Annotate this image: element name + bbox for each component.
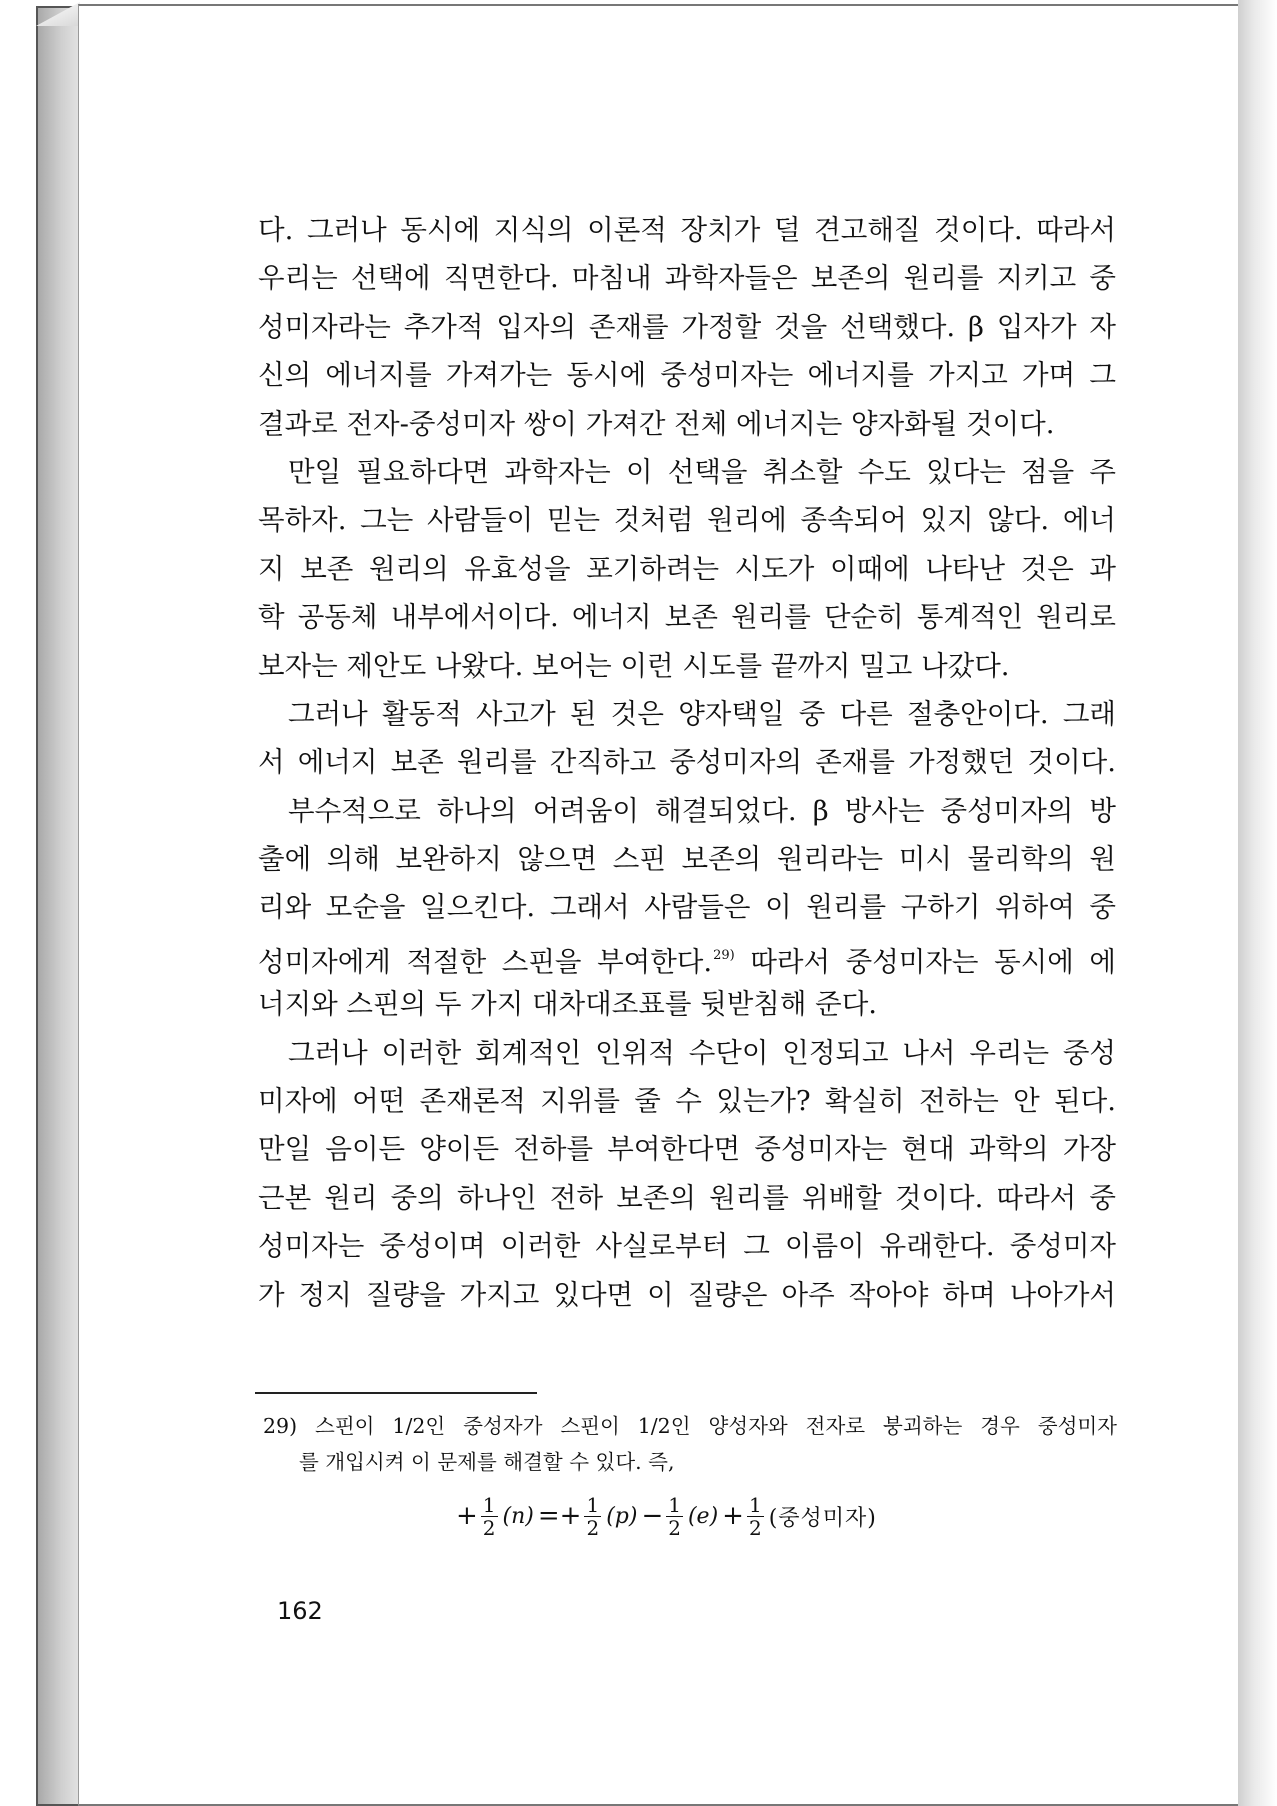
text-line: 부수적으로 하나의 어려움이 해결되었다. β 방사는 중성미자의 방: [288, 794, 1116, 827]
text-line: 성미자는 중성이며 이러한 사실로부터 그 이름이 유래한다. 중성미자: [258, 1230, 1116, 1263]
text-line: 다. 그러나 동시에 지식의 이론적 장치가 덜 견고해질 것이다. 따라서: [258, 214, 1116, 246]
text-line: 너지와 스핀의 두 가지 대차대조표를 뒷받침해 준다.: [258, 988, 878, 1021]
text-line: 출에 의해 보완하지 않으면 스핀 보존의 원리라는 미시 물리학의 원: [258, 843, 1116, 876]
footnote-line: 29) 스핀이 1/2인 중성자가 스핀이 1/2인 양성자와 전자로 붕괴하는 경우 중성미자: [263, 1414, 1117, 1438]
fraction-numerator: 1: [668, 1492, 681, 1517]
particle-label: (e): [687, 1503, 719, 1529]
formula-sign: −: [641, 1501, 664, 1531]
fraction-numerator: 1: [586, 1492, 600, 1517]
text-line-with-footnote: [258, 932, 1116, 980]
page-number: 162: [277, 1597, 323, 1625]
text-line: 미자에 어떤 존재론적 지위를 줄 수 있는가? 확실히 전하는 안 된다.: [258, 1085, 1116, 1118]
page-edge-shadow: [1238, 0, 1277, 1806]
text-line: 그러나 활동적 사고가 된 것은 양자택일 중 다른 절충안이다. 그래: [288, 697, 1116, 730]
text-line: 보자는 제안도 나왔다. 보어는 이런 시도를 끝까지 밀고 나갔다.: [258, 649, 1010, 682]
book-spine: [36, 6, 80, 1806]
fraction-denominator: 2: [482, 1515, 496, 1540]
formula-sign: =+: [537, 1501, 582, 1531]
fraction: [481, 1494, 498, 1539]
text-line: 가 정지 질량을 가지고 있다면 이 질량은 아주 작아야 하며 나아가서: [258, 1278, 1116, 1311]
fraction: [584, 1494, 601, 1539]
particle-label: (n): [502, 1503, 534, 1529]
fraction: [747, 1494, 764, 1539]
footnote-reference[interactable]: 29): [713, 947, 735, 963]
formula-sign: +: [456, 1501, 478, 1531]
fraction-numerator: 1: [482, 1492, 496, 1517]
fraction: [666, 1494, 683, 1539]
text-line: 성미자라는 추가적 입자의 존재를 가정할 것을 선택했다. β 입자가 자: [258, 310, 1116, 343]
footnote-line: 를 개입시켜 이 문제를 해결할 수 있다. 즉,: [299, 1450, 675, 1474]
text-segment: 성미자에게 적절한 스핀을 부여한다.: [258, 945, 713, 978]
fraction-denominator: 2: [668, 1515, 681, 1540]
fraction-denominator: 2: [748, 1515, 762, 1540]
text-line: 신의 에너지를 가져가는 동시에 중성미자는 에너지를 가지고 가며 그: [258, 359, 1116, 392]
fraction-numerator: 1: [748, 1492, 762, 1517]
formula-sign: +: [722, 1501, 744, 1531]
text-line: 근본 원리 중의 하나인 전하 보존의 원리를 위배할 것이다. 따라서 중: [258, 1181, 1116, 1214]
fraction-denominator: 2: [586, 1515, 600, 1540]
text-line: 학 공동체 내부에서이다. 에너지 보존 원리를 단순히 통계적인 원리로: [258, 601, 1116, 634]
particle-label: (중성미자): [768, 1505, 877, 1531]
text-segment: 따라서 중성미자는 동시에 에: [734, 945, 1116, 978]
text-line: 지 보존 원리의 유효성을 포기하려는 시도가 이때에 나타난 것은 과: [258, 552, 1116, 585]
text-line: 결과로 전자-중성미자 쌍이 가져간 전체 에너지는 양자화될 것이다.: [258, 407, 1055, 440]
text-line: 만일 필요하다면 과학자는 이 선택을 취소할 수도 있다는 점을 주: [288, 455, 1116, 488]
footnote: [263, 1408, 1117, 1480]
text-line: 우리는 선택에 직면한다. 마침내 과학자들은 보존의 원리를 지키고 중: [258, 262, 1116, 295]
footnote-divider: [255, 1392, 537, 1394]
text-line: 서 에너지 보존 원리를 간직하고 중성미자의 존재를 가정했던 것이다.: [258, 746, 1116, 779]
text-line: 그러나 이러한 회계적인 인위적 수단이 인정되고 나서 우리는 중성: [288, 1036, 1116, 1069]
text-line: 목하자. 그는 사람들이 믿는 것처럼 원리에 종속되어 있지 않다. 에너: [258, 504, 1116, 537]
body-text: [258, 206, 1116, 1319]
particle-label: (p): [606, 1503, 638, 1529]
footnote-formula: [455, 1486, 877, 1546]
text-line: 만일 음이든 양이든 전하를 부여한다면 중성미자는 현대 과학의 가장: [258, 1133, 1116, 1166]
text-line: 리와 모순을 일으킨다. 그래서 사람들은 이 원리를 구하기 위하여 중: [258, 891, 1116, 924]
